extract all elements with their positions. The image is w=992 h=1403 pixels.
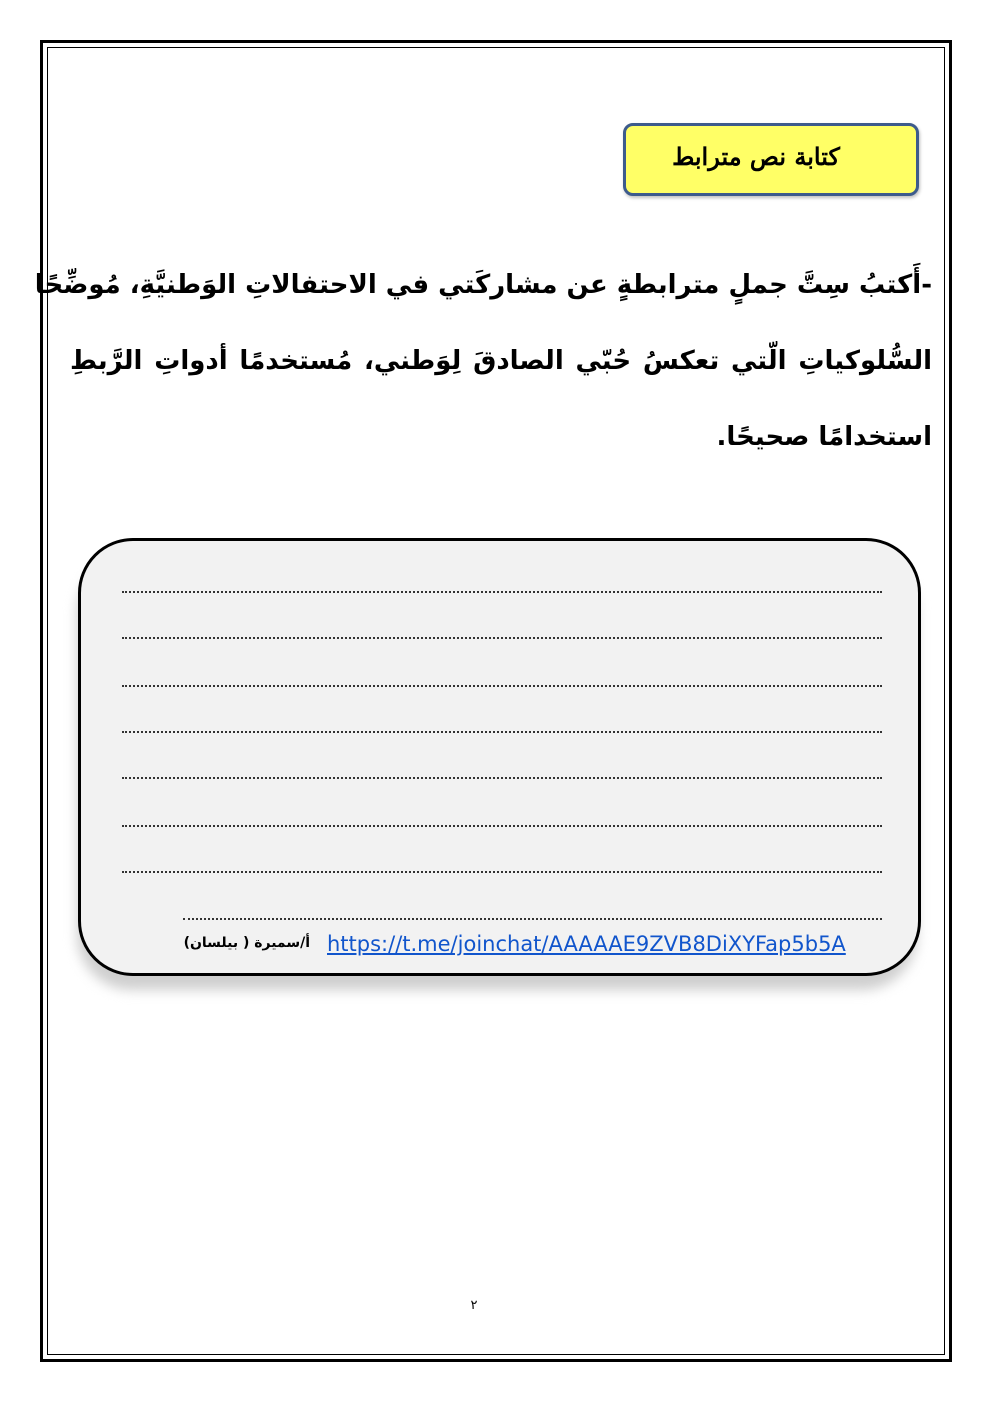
page-title: كتابة نص مترابط (672, 142, 840, 171)
answer-line[interactable] (122, 637, 882, 639)
answer-line[interactable] (122, 685, 882, 687)
answer-line[interactable] (122, 777, 882, 779)
instruction-line-3: استخدامًا صحيحًا. (716, 422, 932, 452)
instruction-line-2: السُّلوكياتِ الّتي تعكسُ حُبّي الصادقَ لِوَطني، مُستخدمًا أدواتِ الرَّبطِ (70, 346, 932, 376)
instruction-line-1: -أَكتبُ سِتَّ جملٍ مترابطةٍ عن مشاركَتي في الاحتفالاتِ الوَطنيَّةِ، مُوضِّحًا (34, 270, 932, 300)
title-box (623, 123, 919, 196)
answer-line[interactable] (122, 825, 882, 827)
telegram-link[interactable]: https://t.me/joinchat/AAAAAE9ZVB8DiXYFap5b5A (327, 932, 846, 956)
instructions (34, 255, 932, 483)
author-credit: أ/سميرة ( بيلسان) (183, 935, 310, 951)
answer-line[interactable] (122, 591, 882, 593)
page-number: ٢ (470, 1298, 478, 1313)
answer-line[interactable] (183, 918, 882, 920)
answer-box[interactable] (78, 538, 921, 976)
answer-line[interactable] (122, 871, 882, 873)
answer-line[interactable] (122, 731, 882, 733)
